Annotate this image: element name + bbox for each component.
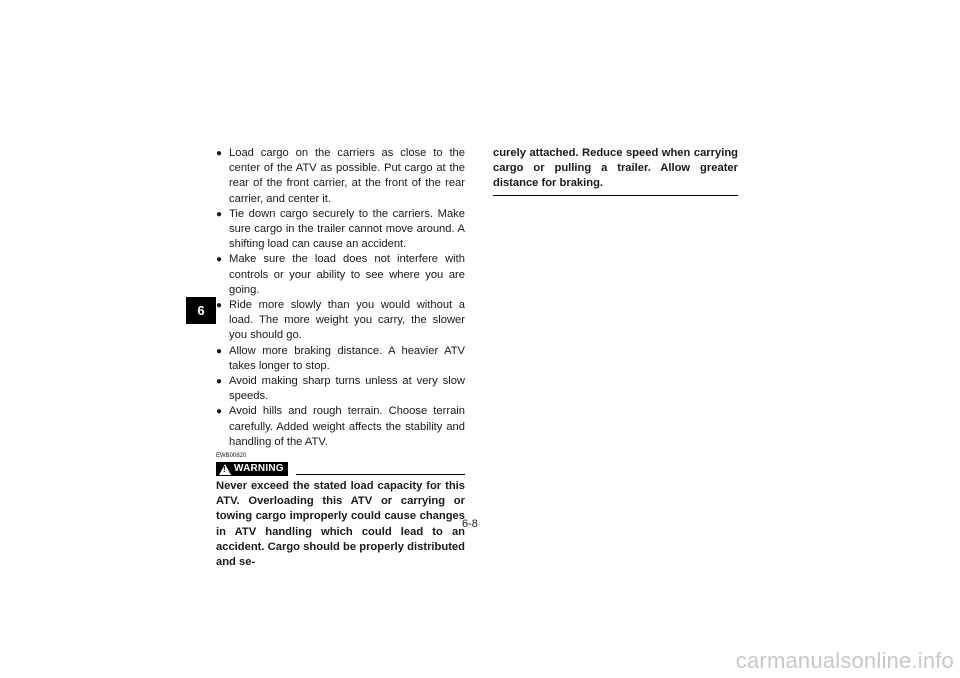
bullet-text: Tie down cargo securely to the carriers. Make sure cargo in the trailer cannot move around. A shifting load can cause an accident.	[229, 207, 465, 251]
page-number: 6-8	[462, 518, 478, 530]
warning-triangle-icon	[219, 464, 231, 475]
bullet-item	[216, 207, 465, 253]
bullet-icon: ●	[216, 406, 223, 418]
bullet-item	[216, 298, 465, 344]
warning-code: EWB00820	[216, 453, 247, 460]
bullet-icon: ●	[216, 376, 223, 388]
warning-text-left: Never exceed the stated load capacity for this ATV. Overloading this ATV or carrying or towing cargo improperly could cause changes in ATV handling which could lead to an accident. Cargo should be properly distributed and se-	[216, 480, 465, 569]
warning-label: WARNING	[234, 463, 284, 475]
chapter-tab: 6	[186, 297, 216, 324]
bullet-text: Ride more slowly than you would without a load. The more weight you carry, the slower you should go.	[229, 299, 465, 342]
bullet-item	[216, 374, 465, 404]
bullet-icon: ●	[216, 345, 223, 357]
warning-text-right: curely attached. Reduce speed when carrying cargo or pulling a trailer. Allow greater distance for braking.	[493, 147, 738, 190]
bullet-text: Load cargo on the carriers as close to the center of the ATV as possible. Put cargo at the rear of the front carrier, at the front of the rear carrier, and center it.	[229, 147, 465, 205]
bullet-text: Avoid hills and rough terrain. Choose terrain carefully. Added weight affects the stability and handling of the ATV.	[229, 405, 465, 448]
bullet-icon: ●	[216, 148, 223, 159]
warning-badge	[216, 462, 288, 476]
bullet-item	[216, 404, 465, 450]
watermark: carmanualsonline.info	[735, 648, 954, 673]
right-column	[493, 146, 738, 196]
bullet-icon: ●	[216, 300, 223, 312]
bullet-item	[216, 344, 465, 374]
bullet-text: Make sure the load does not interfere with controls or your ability to see where you are going.	[229, 253, 465, 296]
warning-end-rule	[493, 195, 738, 196]
warning-exclamation: !	[223, 464, 226, 474]
bullet-item	[216, 252, 465, 298]
bullet-item	[216, 146, 465, 207]
bullet-text: Avoid making sharp turns unless at very slow speeds.	[229, 375, 465, 403]
warning-header	[216, 461, 465, 476]
left-column	[216, 146, 465, 570]
bullet-text: Allow more braking distance. A heavier ATV takes longer to stop.	[229, 344, 465, 372]
warning-rule	[296, 474, 465, 475]
bullet-icon: ●	[216, 254, 223, 266]
bullet-icon: ●	[216, 208, 223, 220]
